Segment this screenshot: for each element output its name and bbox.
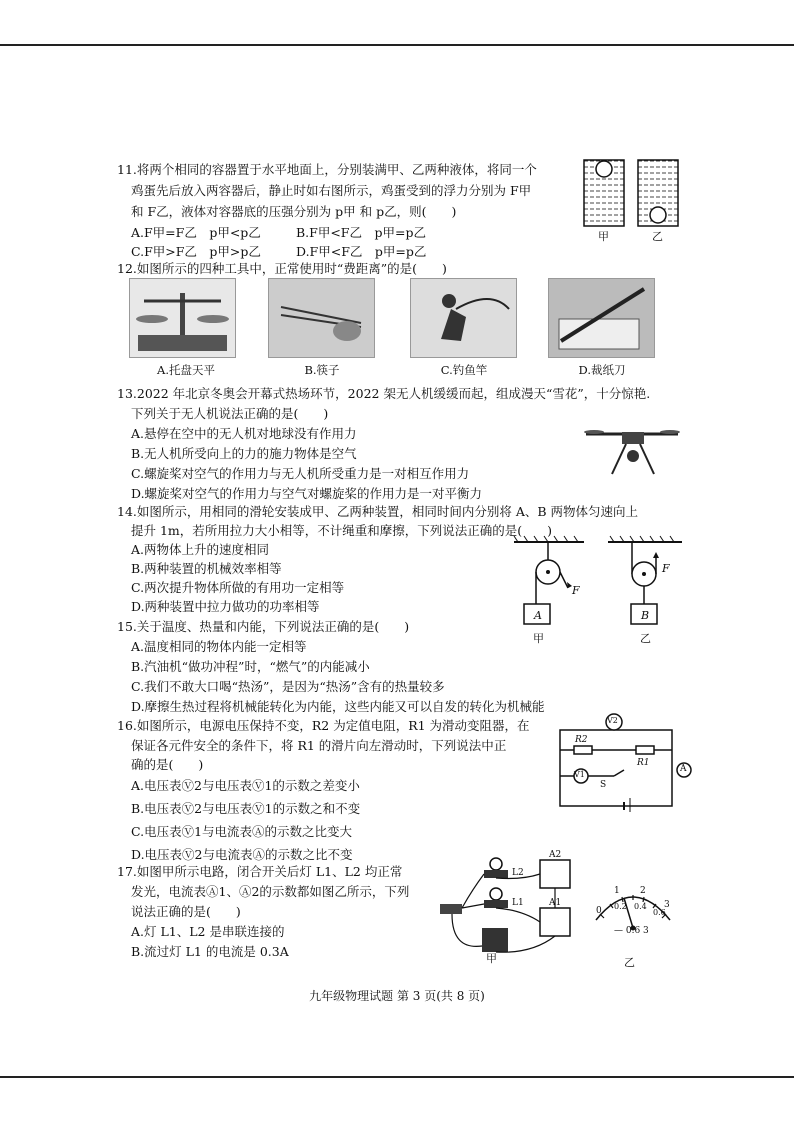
q12-option-c: C.钓鱼竿	[440, 363, 488, 377]
q16-label-v2: V2	[607, 716, 618, 725]
page-footer: 九年级物理试题 第 3 页(共 8 页)	[309, 989, 485, 1003]
q12-option-d: D.裁纸刀	[578, 363, 626, 377]
meter-tick-0: 0	[596, 906, 602, 916]
q12-option-b: B.筷子	[304, 363, 340, 377]
q14-line-2: 提升 1m，若所用拉力大小相等，不计绳重和摩擦，下列说法正确的是( )	[131, 523, 553, 538]
meter-subtick-3: 0.6	[653, 908, 666, 917]
q14-option-d: D.两种装置中拉力做功的功率相等	[131, 599, 320, 614]
q13-option-d: D.螺旋桨对空气的作用力与空气对螺旋桨的作用力是一对平衡力	[131, 486, 483, 501]
q14-option-c: C.两次提升物体所做的有用功一定相等	[131, 580, 345, 595]
q11-line-3: 和 F乙，液体对容器底的压强分别为 p甲 和 p乙，则( )	[131, 204, 457, 219]
q11-option-a: A.F甲=F乙 p甲<p乙	[131, 225, 261, 240]
q17-option-a: A.灯 L1、L2 是串联连接的	[131, 924, 285, 939]
q17-option-b: B.流过灯 L1 的电流是 0.3A	[131, 944, 289, 959]
q16-option-b: B.电压表Ⓥ2与电压表Ⓥ1的示数之和不变	[131, 801, 361, 816]
q15-option-d: D.摩擦生热过程将机械能转化为内能，这些内能又可以自发的转化为机械能	[131, 699, 545, 714]
pulley-label-jia: 甲	[533, 632, 544, 645]
q17-label-a1: A1	[549, 898, 562, 908]
meter-tick-3: 3	[664, 900, 670, 910]
top-border	[0, 44, 794, 46]
q16-line-3: 确的是( )	[131, 757, 204, 772]
q11-figure-label-yi: 乙	[652, 230, 663, 243]
pulley-block-a: A	[534, 609, 542, 622]
q13-option-a: A.悬停在空中的无人机对地球没有作用力	[131, 426, 357, 441]
q11-line-2: 鸡蛋先后放入两容器后，静止时如右图所示，鸡蛋受到的浮力分别为 F甲	[131, 183, 532, 198]
q11-option-b: B.F甲<F乙 p甲=p乙	[296, 225, 426, 240]
q17-line-2: 发光，电流表Ⓐ1、Ⓐ2的示数都如图乙所示，下列	[131, 884, 410, 899]
q13-line-1: 13.2022 年北京冬奥会开幕式热场环节，2022 架无人机缓缓而起，组成漫天“雪花”，十分惊艳.	[117, 386, 651, 401]
q11-figure-label-jia: 甲	[598, 230, 609, 243]
q11-containers-figure	[578, 152, 688, 242]
meter-tick-1: 1	[614, 886, 620, 896]
q16-line-1: 16.如图所示，电源电压保持不变，R2 为定值电阻，R1 为滑动变阻器，在	[117, 718, 530, 733]
balance-scale-image	[129, 278, 236, 358]
q17-line-3: 说法正确的是( )	[131, 904, 241, 919]
q16-line-2: 保证各元件安全的条件下，将 R1 的滑片向左滑动时，下列说法中正	[131, 738, 507, 753]
drone-figure	[582, 422, 682, 482]
q11-option-c: C.F甲>F乙 p甲>p乙	[131, 244, 261, 259]
q16-label-v1: V1	[574, 770, 585, 779]
pulley-label-yi: 乙	[640, 632, 651, 645]
pulley-force-label-jia: F	[572, 584, 580, 597]
q16-label-r1: R1	[637, 758, 650, 768]
fishing-rod-image	[410, 278, 517, 358]
q13-option-c: C.螺旋桨对空气的作用力与无人机所受重力是一对相互作用力	[131, 466, 470, 481]
meter-subtick-2: 0.4	[634, 902, 647, 911]
q16-label-r2: R2	[575, 735, 588, 745]
q13-line-2: 下列关于无人机说法正确的是( )	[131, 406, 329, 421]
pulley-force-label-yi: F	[662, 562, 670, 575]
q17-label-l1: L1	[512, 898, 524, 908]
q14-option-a: A.两物体上升的速度相同	[131, 542, 270, 557]
q16-label-a: A	[680, 764, 687, 774]
q15-option-a: A.温度相同的物体内能一定相等	[131, 639, 307, 654]
q16-option-a: A.电压表Ⓥ2与电压表Ⓥ1的示数之差变小	[131, 778, 360, 793]
q16-option-c: C.电压表Ⓥ1与电流表Ⓐ的示数之比变大	[131, 824, 353, 839]
chopsticks-image	[268, 278, 375, 358]
q17-label-yi: 乙	[624, 956, 635, 969]
q11-option-d: D.F甲<F乙 p甲=p乙	[296, 244, 427, 259]
q17-label-jia: 甲	[486, 952, 497, 965]
q11-line-1: 11.将两个相同的容器置于水平地面上，分别装满甲、乙两种液体，将同一个	[117, 162, 537, 177]
q17-label-a2: A2	[549, 850, 562, 860]
q17-line-1: 17.如图甲所示电路，闭合开关后灯 L1、L2 均正常	[117, 864, 403, 879]
pulley-block-b: B	[641, 609, 650, 622]
meter-terminals: — 0.6 3	[614, 926, 649, 936]
q12-option-a: A.托盘天平	[157, 363, 215, 377]
q16-option-d: D.电压表Ⓥ2与电流表Ⓐ的示数之比不变	[131, 847, 353, 862]
q14-line-1: 14.如图所示，用相同的滑轮安装成甲、乙两种装置，相同时间内分别将 A、B 两物体匀速向上	[117, 504, 639, 519]
meter-tick-2: 2	[640, 886, 646, 896]
q17-label-l2: L2	[512, 868, 524, 878]
q12-stem: 12.如图所示的四种工具中，正常使用时“费距离”的是( )	[117, 261, 447, 276]
q15-stem: 15.关于温度、热量和内能，下列说法正确的是( )	[117, 619, 410, 634]
q14-option-b: B.两种装置的机械效率相等	[131, 561, 282, 576]
bottom-border	[0, 1076, 794, 1078]
q15-option-c: C.我们不敢大口喝“热汤”，是因为“热汤”含有的热量较多	[131, 679, 445, 694]
q13-option-b: B.无人机所受向上的力的施力物体是空气	[131, 446, 357, 461]
q16-circuit-figure	[552, 712, 692, 812]
q15-option-b: B.汽油机“做功冲程”时，“燃气”的内能减小	[131, 659, 370, 674]
paper-cutter-image	[548, 278, 655, 358]
meter-subtick-1: 0.2	[614, 902, 627, 911]
q16-label-s: S	[600, 780, 607, 790]
